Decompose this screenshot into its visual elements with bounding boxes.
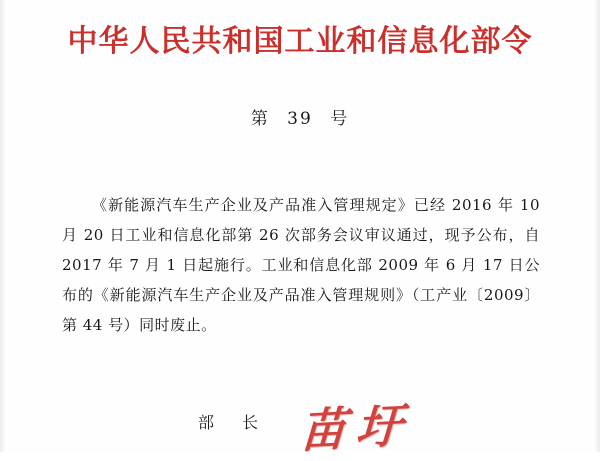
- signature-label: 部 长: [198, 413, 265, 432]
- order-number-prefix: 第: [250, 109, 270, 129]
- document-body-text: 《新能源汽车生产企业及产品准入管理规定》已经 2016 年 10 月 20 日工业和信息化部第 26 次部务会议审议通过，现予公布，自 2017 年 7 月 1 日起施行。工业和信息化部 2009 年 6 月 17 日公布的《新能源汽车生产企业及产品准入管理规则》（工产业〔2009〕第 44 号）同时废止。: [62, 196, 540, 334]
- page-title: 中华人民共和国工业和信息化部令: [67, 24, 533, 59]
- page-edge-shade-right: [594, 0, 600, 452]
- document-order-number: [0, 104, 600, 129]
- page-edge-shade-left: [0, 0, 6, 452]
- signature-name: 苗圩: [298, 397, 414, 459]
- signature-row: [0, 397, 600, 459]
- order-number-value: 39: [287, 109, 313, 129]
- order-number-suffix: 号: [330, 109, 350, 129]
